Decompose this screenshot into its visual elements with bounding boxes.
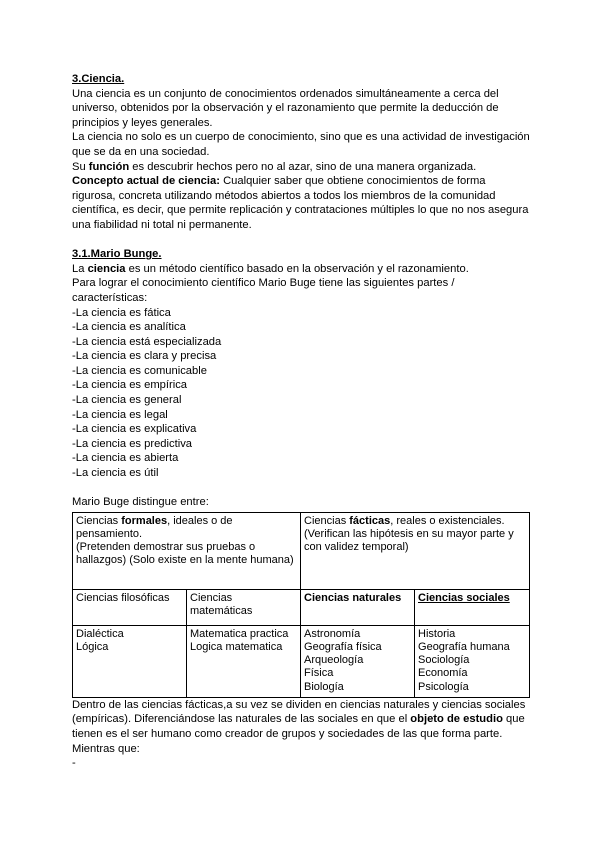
table-item: Lógica xyxy=(76,641,109,654)
document-body xyxy=(72,72,532,771)
section-heading-ciencia: 3.Ciencia. xyxy=(72,73,125,85)
header-ciencias-matematicas: Ciencias matemáticas xyxy=(187,589,301,625)
table-item: Sociología xyxy=(418,654,470,667)
cell-ciencias-facticas xyxy=(301,512,530,589)
section-heading-mario-bunge: 3.1.Mario Bunge. xyxy=(72,248,162,261)
cell-ciencias-formales xyxy=(73,512,301,589)
table-item: Historia xyxy=(418,627,456,640)
cell-matematicas-items xyxy=(187,625,301,697)
table-row xyxy=(73,589,530,625)
paragraph-actividad: La ciencia no solo es un cuerpo de conocimiento, sino que es una actividad de investigación que se da en una sociedad. xyxy=(72,131,530,158)
text-run: Dentro de las ciencias fácticas,a su vez se dividen en ciencias naturales y ciencias sociales (empíricas). Diferenciándose las naturales de las sociales en que el xyxy=(72,698,526,726)
header-ciencias-filosoficas: Ciencias filosóficas xyxy=(73,589,187,625)
table-item: Psicología xyxy=(418,680,469,693)
paragraph-definicion: Una ciencia es un conjunto de conocimientos ordenados simultáneamente a cerca del universo, obtenidos por la observación y el razonamiento que permite la deducción de principios y leyes generales. xyxy=(72,87,499,129)
text-run: Cualquier saber que obtiene conocimientos de forma rigurosa, concreta utilizando métodos abiertos a todos los miembros de la comunidad científica, es decir, que permite replicación y contrataciones múltiples lo que no nos asegura una fiabilidad ni total ni permanente. xyxy=(72,175,529,231)
list-item: -La ciencia es predictiva xyxy=(72,437,193,450)
list-item: -La ciencia es analítica xyxy=(72,321,186,334)
spacer xyxy=(72,233,532,248)
paragraph-funcion xyxy=(72,160,532,175)
table-item: Dialéctica xyxy=(76,627,124,640)
factual-note: (Verifican las hipótesis en su mayor parte y con validez temporal) xyxy=(304,528,514,554)
paragraph-concepto-actual xyxy=(72,174,532,232)
cell-naturales-items xyxy=(301,625,415,697)
table-item: Geografía física xyxy=(304,641,382,654)
bold-term-formales: formales xyxy=(121,514,168,527)
table-item: Logica matematica xyxy=(190,641,283,654)
list-item: -La ciencia es clara y precisa xyxy=(72,350,217,363)
sciences-table xyxy=(72,512,530,698)
paragraph-caracteristicas: Para lograr el conocimiento científico Mario Buge tiene las siguientes partes / características: xyxy=(72,277,455,304)
text-run: Ciencias xyxy=(304,514,350,527)
bold-term-facticas: fácticas xyxy=(349,514,391,527)
list-item: -La ciencia es legal xyxy=(72,408,168,421)
text-run: es un método científico basado en la observación y el razonamiento. xyxy=(125,262,469,275)
paragraph-distingue: Mario Buge distingue entre: xyxy=(72,496,209,509)
table-item: Física xyxy=(304,667,334,680)
bold-term-objeto-estudio: objeto de estudio xyxy=(410,713,503,726)
spacer xyxy=(72,481,532,496)
list-item: -La ciencia está especializada xyxy=(72,335,222,348)
paragraph-mientras: Mientras que: xyxy=(72,742,140,755)
list-item: -La ciencia es general xyxy=(72,394,182,407)
formal-note: (Pretenden demostrar sus pruebas o hallazgos) (Solo existe en la mente humana) xyxy=(76,541,294,567)
characteristics-list xyxy=(72,306,532,481)
list-item: -La ciencia es empírica xyxy=(72,379,188,392)
table-row xyxy=(73,512,530,589)
table-item: Economía xyxy=(418,667,468,680)
text-run: que tienen es el ser humano como creador de grupos y sociedades de las que forma parte. xyxy=(72,713,525,741)
text-run: Su xyxy=(72,160,89,173)
list-item: -La ciencia es fática xyxy=(72,306,171,319)
list-item: -La ciencia es abierta xyxy=(72,452,179,465)
header-ciencias-sociales: Ciencias sociales xyxy=(415,589,530,625)
table-item: Geografía humana xyxy=(418,641,510,654)
paragraph-metodo xyxy=(72,262,532,277)
text-run: Ciencias xyxy=(76,514,122,527)
table-item: Matematica practica xyxy=(190,627,289,640)
bold-term-concepto: Concepto actual de ciencia: xyxy=(72,175,220,188)
text-run: , ideales o de pensamiento. xyxy=(76,514,233,541)
table-item: Biología xyxy=(304,680,344,693)
paragraph-dash: - xyxy=(72,757,76,770)
bold-term-ciencia: ciencia xyxy=(87,262,126,275)
text-run: , reales o existenciales. xyxy=(390,514,505,527)
cell-filosoficas-items xyxy=(73,625,187,697)
list-item: -La ciencia es comunicable xyxy=(72,364,207,377)
paragraph-facticas-division xyxy=(72,698,532,742)
text-run: es descubrir hechos pero no al azar, sino de una manera organizada. xyxy=(129,160,477,173)
text-run: La xyxy=(72,262,88,275)
list-item: -La ciencia es útil xyxy=(72,467,159,480)
list-item: -La ciencia es explicativa xyxy=(72,423,197,436)
cell-sociales-items xyxy=(415,625,530,697)
table-item: Arqueología xyxy=(304,654,364,667)
table-item: Astronomía xyxy=(304,627,361,640)
header-ciencias-naturales: Ciencias naturales xyxy=(301,589,415,625)
table-row xyxy=(73,625,530,697)
bold-term-funcion: función xyxy=(88,160,130,173)
